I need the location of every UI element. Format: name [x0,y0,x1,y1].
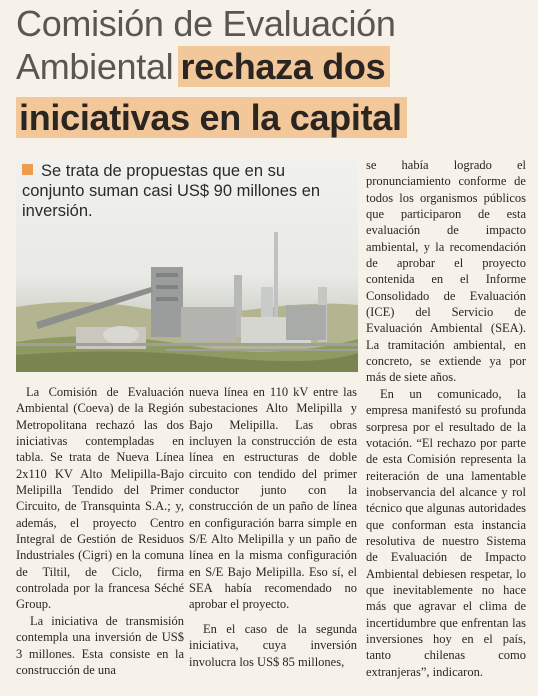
headline-line-2-light: Ambiental [16,46,174,87]
article-column-3 [366,157,526,680]
headline [16,2,526,147]
headline-line-3-bold: iniciativas en la capital [16,97,407,138]
orange-square-bullet-icon [22,164,33,175]
body-paragraph: La Comisión de Evaluación Ambiental (Coeva) de la Región Metropolitana rechazó las dos iniciativas contempladas en tabla. Se trata de Nueva Línea 2x110 KV Alto Melipilla-Bajo Melipilla Tendido del Primer Circuito, de Transquinta S.A.; y, además, el proyecto Centro Integral de Gestión de Residuos Industriales (Cigri) en la comuna de Tiltil, de Ciclo, firma controlada por la francesa Séché Group. [16,385,184,612]
article-column-2 [189,384,357,670]
body-paragraph: La iniciativa de transmisión contempla una inversión de US$ 3 millones. Esta consiste en la construcción de una [16,613,184,677]
article-column-1 [16,384,184,678]
headline-line-1: Comisión de Evaluación [16,3,396,44]
lead-text: Se trata de propuestas que en su conjunto suman casi US$ 90 millones en inversión. [22,162,321,220]
body-paragraph: En un comunicado, la empresa manifestó su profunda sorpresa por el resultado de la votación. “El rechazo por parte de esta Comisión representa la reiteración de una lamentable inobservancia del alcance y rol técnico que algunas autoridades que conforman esta instancia resolutiva de nuestro Sistema de Evaluación de Impacto Ambiental debiesen respetar, lo que inevitablemente no hace más que agravar el clima de incertidumbre que enfrentan las inversiones hoy en el país, tanto chilenas como extranjeras”, indicaron. [366,386,526,679]
body-paragraph: nueva línea en 110 kV entre las subestaciones Alto Melipilla y Bajo Melipilla. Las obras incluyen la construcción de esta línea en estructuras de doble circuito con tendido del primer conductor junto con la construcción de un paño de línea en configuración barra simple en S/E Alto Melipilla y un paño de línea en la misma configuración en S/E Bajo Melipilla. Eso sí, el SEA había recomendado no aprobar el proyecto. [189,385,357,612]
body-paragraph: se había logrado el pronunciamiento conforme de todos los organismos públicos que participaron de esta evaluación de impacto ambiental, y la recomendación de aprobar el proyecto contenida en el Informe Consolidado de Evaluación (ICE) del Servicio de Evaluación Ambiental (SEA). La tramitación ambiental, en concreto, se extiende ya por más de siete años. [366,158,526,385]
lead-summary [22,161,334,221]
headline-line-2-bold: rechaza dos [178,46,391,87]
body-paragraph: En el caso de la segunda iniciativa, cuya inversión involucra los US$ 85 millones, [189,621,357,669]
